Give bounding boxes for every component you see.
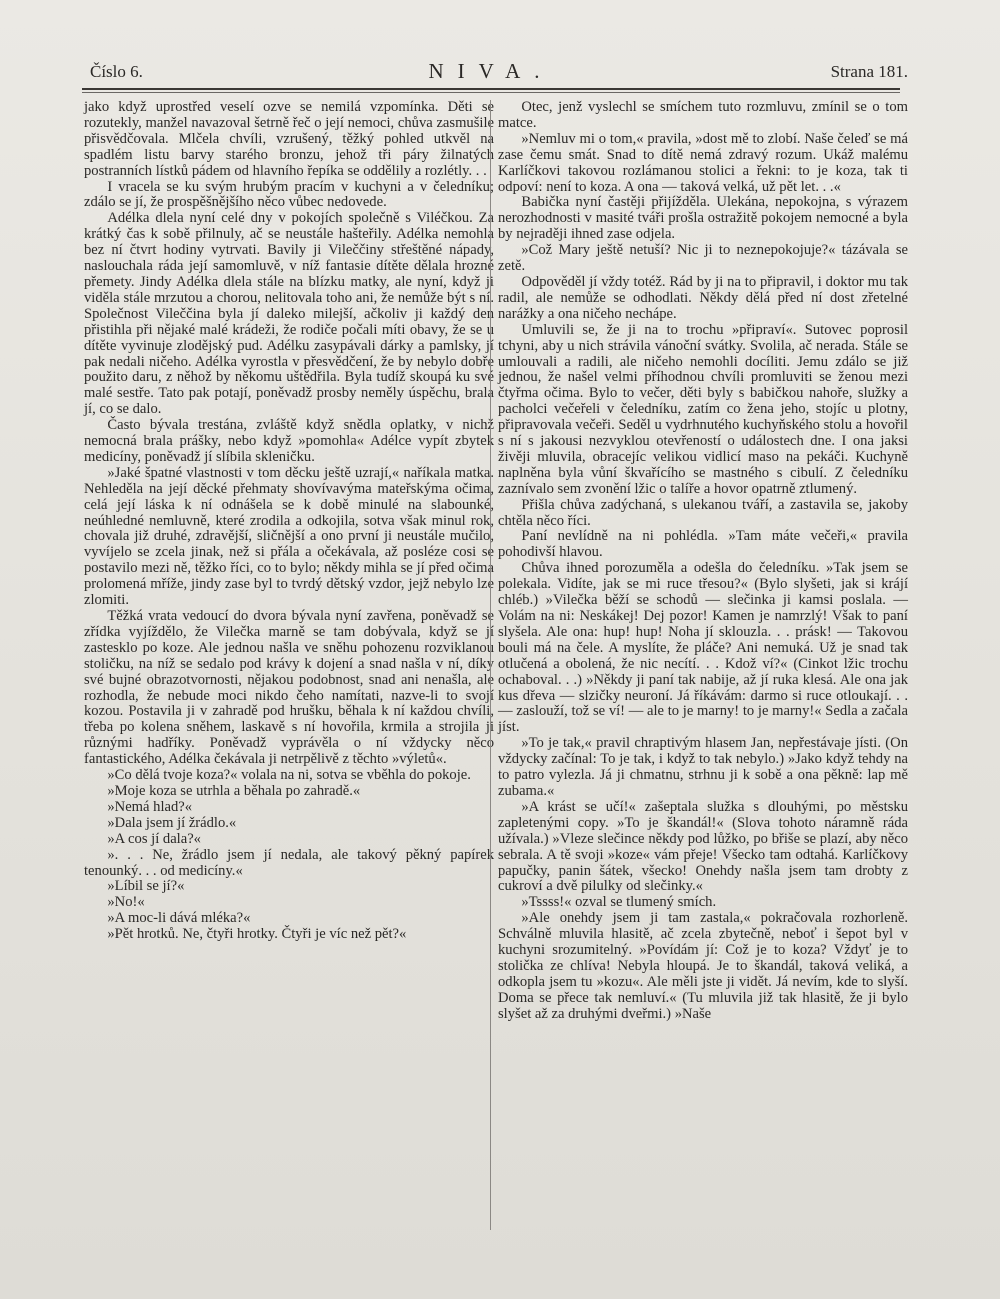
paragraph: ». . . Ne, žrádlo jsem jí nedala, ale takový pěkný papírek tenounký. . . od medicíny.« <box>84 846 494 879</box>
paragraph: »A krást se učí!« zašeptala služka s dlouhými, po městsku zapletenými copy. »To je škandál!« (Slova tohoto náramně ráda užívala.) »Vleze slečince někdy pod lůžko, po břiše se plazí, aby něco sebrala. A tě svoji »koze« vám přeje! Všecko tam odtahá. Karlíčkovy papučky, panin šátek, všecko! Onehdy našla jsem tam drobty z cukroví a dvě pilulky od slečinky.« <box>498 798 908 895</box>
paragraph: »Co dělá tvoje koza?« volala na ni, sotva se vběhla do pokoje. <box>107 767 471 784</box>
header-rule <box>82 88 900 90</box>
paragraph: »Jaké špatné vlastnosti v tom děcku ještě uzrají,« naříkala matka. Nehleděla na její děcké přehmaty shovívavýma mateřskýma očima, celá její láska k ní odnášela se k době minulé na slabounké, neúhledné nemluvně, které zrodila a odkojila, sotva však minul rok, chovala již druhé, zdravější, sličnější a ono první ji neustále mučilo, vyvíjelo se zcela jinak, než si přála a očekávala, až posléze cosi se postavilo mezi ně, těžko říci, co to bylo; někdy mihla se jí před očima prolomená mříže, jindy zase byl to tvrdý dětský vzdor, jejž nebylo lze zlomiti. <box>84 464 494 609</box>
left-column <box>84 100 494 943</box>
paragraph: »A cos jí dala?« <box>107 830 201 847</box>
paragraph: jako když uprostřed veselí ozve se nemilá vzpomínka. Děti se rozutekly, manžel navazoval šetrně řeč o její nemoci, chůva zasmušile přisvědčovala. Mlčela chvíli, vzrušený, těžký pohled utkvěl na spadlém listu barvy starého bronzu, jehož tři páry žilnatých postranních lístků pádem od hlavního řepíka se oddělily a rozlétly. . . <box>84 99 494 179</box>
paragraph: Odpověděl jí vždy totéž. Rád by ji na to připravil, i doktor mu tak radil, ale nemůže se odhodlati. Někdy dělá před ní dost zřetelné narážky a ona ničeho nechápe. <box>498 273 908 322</box>
paragraph: Otec, jenž vyslechl se smíchem tuto rozmluvu, zmínil se o tom matce. <box>498 99 908 131</box>
paragraph: »A moc-li dává mléka?« <box>107 910 251 927</box>
column-divider <box>490 100 491 1230</box>
paragraph: »Nemá hlad?« <box>107 798 193 815</box>
paragraph: Těžká vrata vedoucí do dvora bývala nyní zavřena, poněvadž se zřídka vyjíždělo, že Vilečka marně se tam dobývala, když se jí zastesklo po koze. Ale jednou našla ve sněhu pohozenu rozviklanou stoličku, na níž se sedalo pod krávy k dojení a snad našla v ní, díky své bujné obrazotvornosti, nějakou podobnost, snad ani nenašla, ale rozhodla, že nebude moci nikdo čeho namítati, nazve-li to svojí kozou. Postavila ji v zahradě pod hrušku, běhala k ní každou chvíli, třeba po kolena sněhem, laskavě s ní hovořila, krmila a strojila ji různými hadříky. Poněvadž vyprávěla o ní vždycky něco fantastického, Adélka čekávala ji netrpělivě z těchto »výletů«. <box>84 608 494 768</box>
paragraph: Adélka dlela nyní celé dny v pokojích společně s Viléčkou. Za krátký čas k sobě přilnuly, ač se neustále hašteřily. Adélka nemohla bez ní čtvrt hodiny vytrvati. Bavily ji Vileččiny střeštěné nápady, naslouchala ráda její samomluvě, v níž fantasie dítěte dělala hrozné přemety. Jindy Adélka dlela stále na blízku matky, ale nyní, když ji viděla stále mrzutou a chorou, nelitovala toho ani, že nemůže být s ní. Společnost Vileččina byla jí daleko milejší, ačkoliv ji každý den přistihla při nějaké malé krádeži, že rodiče počali míti obavy, že se u dítěte vyvinuje zlodějský pud. Adélku zasypávali dárky a pamlsky, jí pak nedali ničeho. Adélka vyrostla v přesvědčení, že by nebylo dobře použito daru, z něhož by někomu uštědřila. Byla tudíž skoupá ku své malé sestře. Tato pak potají, poněvadž prosby neměly úspěchu, brala jí, co se dalo. <box>84 210 494 418</box>
paragraph: Přišla chůva zadýchaná, s ulekanou tváří, a zastavila se, jakoby chtěla něco říci. <box>498 496 908 529</box>
paragraph: »No!« <box>107 894 145 911</box>
journal-title: NIVA. <box>428 59 554 83</box>
page-number: Strana 181. <box>830 62 908 81</box>
paragraph: Paní nevlídně na ni pohlédla. »Tam máte večeři,« pravila pohodivší hlavou. <box>498 528 908 561</box>
paragraph: »Tssss!« ozval se tlumený smích. <box>521 894 717 911</box>
paragraph: »Moje koza se utrhla a běhala po zahradě.« <box>107 782 361 799</box>
right-column <box>498 100 908 1023</box>
paragraph: »Což Mary ještě netuší? Nic ji to neznepokojuje?« tázávala se zetě. <box>498 242 908 275</box>
paragraph: »Ale onehdy jsem ji tam zastala,« pokračovala rozhorleně. Schválně mluvila hlasitě, ač zcela zbytečně, neboť i šepot byl v kuchyni srozumitelný. »Povídám jí: Což je to koza? Vždyť je to stolička ze chlíva! Nebyla hloupá. Je to škandál, taková veliká, a odkopla jsem tu »kozu«. Ale měli jste ji vidět. Já nevím, kde to slyší. Doma se přece tak nemluví.« (Tu mluvila již tak hlasitě, že ji bylo slyšet až za druhými dveřmi.) »Naše <box>498 910 908 1022</box>
paragraph: »To je tak,« pravil chraptivým hlasem Jan, nepřestávaje jísti. (On vždycky začínal: To je tak, i když to tak nebylo.) »Jako když tehdy na to patro vylezla. Já ji chmatnu, strhnu ji k sobě a ona pěkně: lap mě zubama.« <box>498 735 908 799</box>
paragraph: Babička nyní častěji přijížděla. Ulekána, nepokojna, s výrazem nerozhodnosti v masité tváři prošla ostražitě pokojem nemocné a byla by nejraději ihned zase odjela. <box>498 194 908 243</box>
paragraph: Umluvili se, že ji na to trochu »připraví«. Sutovec poprosil tchyni, aby u nich strávila vánoční svátky. Svolila, ač nerada. Stále se umlouvali a radili, ale ničeho nemohli docíliti. Jemu zdálo se již jednou, že našel velmi příhodnou chvíli promluviti se ženou mezi čtyřma očima. Bylo to večer, děti byly s babičkou nahoře, služky a pacholci večeřeli v čeledníku, zatím co žena jeho, stojíc u plotny, připravovala večeři. Seděl u vydrhnutého kuchyňského stolu a hovořil s ní s jakousi nezvyklou otevřeností o událostech dne. I ona jaksi živěji mluvila, obracejíc velikou vidlicí maso na pekáči. Kuchyně naplněna byla vůní škvařícího se mastného s cibulí. Z čeledníku zaznívalo sem zvonění lžic o talíře a hovor opatrně ztlumený. <box>498 321 908 497</box>
paragraph: Chůva ihned porozuměla a odešla do čeledníku. »Tak jsem se polekala. Vidíte, jak se mi ruce třesou?« (Bylo slyšeti, jak si krájí chléb.) »Vilečka běží se schodů — slečinka ji kamsi poslala. — Volám na ni: Neskákej! Dej pozor! Kamen je namrzlý! Však to paní slyšela. Ale ona: hup! hup! Noha jí sklouzla. . . prásk! — Takovou bouli má na čele. A myslíte, že pláče? Ani nemuká. Už je snad tak otlučená a obolená, že nic necítí. . . Kdož ví?« (Cinkot lžic trochu ochaboval. . .) »Někdy ji paní tak nabije, až jí ruka klesá. Ale ona jak kus dřeva — slzičky neuroní. Já říkávám: darmo si ruce otloukají. . . — zaslouží, tož se ví! — ale to je marny! to je marny!« Sedla a začala jíst. <box>498 560 908 736</box>
paragraph: »Dala jsem jí žrádlo.« <box>107 814 237 831</box>
paragraph: »Líbil se jí?« <box>107 878 185 895</box>
paragraph: »Nemluv mi o tom,« pravila, »dost mě to zlobí. Naše čeleď se má zase čemu smát. Snad to dítě nemá zdravý rozum. Ukáž malému Karlíčkovi takovou rozlámanou stolici a řekni: to je koza, tak ti odpoví: není to koza. A ona — taková velká, už pět let. . .« <box>498 130 908 195</box>
paragraph: I vracela se ku svým hrubým pracím v kuchyni a v čeledníku; zdálo se jí, že prospěšnějšího něco vůbec nedovede. <box>84 178 494 211</box>
paragraph: »Pět hrotků. Ne, čtyři hrotky. Čtyři je víc než pět?« <box>107 926 407 943</box>
issue-number: Číslo 6. <box>90 62 143 81</box>
header-rule-thin <box>82 92 900 93</box>
paragraph: Často bývala trestána, zvláště když snědla oplatky, v nichž nemocná brala prášky, nebo když »pomohla« Adélce vypít zbytek medicíny, poněvadž jí slíbila skleničku. <box>84 417 494 465</box>
